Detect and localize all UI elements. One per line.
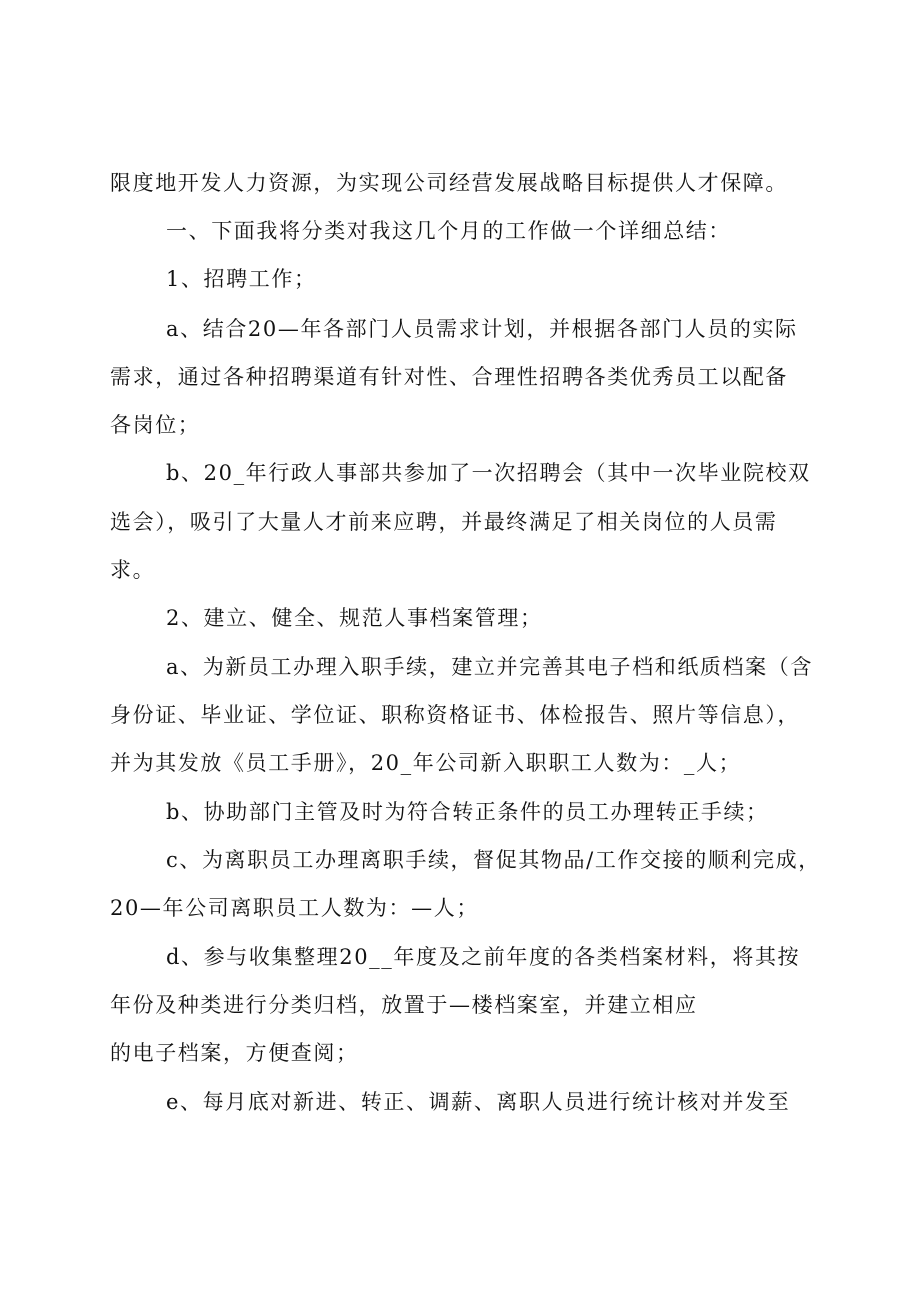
text-line: b、20_年行政人事部共参加了一次招聘会（其中一次毕业院校双	[166, 461, 811, 485]
text-line: 求。	[110, 558, 156, 582]
text-line: a、为新员工办理入职手续，建立并完善其电子档和纸质档案（含	[166, 655, 813, 679]
text-line: 年份及种类进行分类归档，放置于—楼档案室，并建立相应	[110, 993, 698, 1017]
text-line: 选会），吸引了大量人才前来应聘，并最终满足了相关岗位的人员需	[110, 510, 778, 534]
text-line: c、为离职员工办理离职手续，督促其物品/工作交接的顺利完成，	[166, 848, 821, 872]
text-line: b、协助部门主管及时为符合转正条件的员工办理转正手续；	[166, 800, 769, 824]
text-line: 并为其发放《员工手册》，20_年公司新入职职工人数为：_人；	[110, 751, 742, 775]
text-line: 各岗位；	[110, 413, 201, 437]
subsection-heading: 1、招聘工作；	[166, 267, 317, 291]
text-line: 需求，通过各种招聘渠道有针对性、合理性招聘各类优秀员工以配备	[110, 365, 788, 389]
section-heading: 一、下面我将分类对我这几个月的工作做一个详细总结：	[166, 219, 731, 243]
text-line: 限度地开发人力资源，为实现公司经营发展战略目标提供人才保障。	[110, 171, 788, 195]
text-line: d、参与收集整理20__年度及之前年度的各类档案材料，将其按	[166, 945, 801, 969]
subsection-heading: 2、建立、健全、规范人事档案管理；	[166, 606, 543, 630]
text-line: a、结合20—年各部门人员需求计划，并根据各部门人员的实际	[166, 317, 798, 341]
text-line: e、每月底对新进、转正、调薪、离职人员进行统计核对并发至	[166, 1090, 791, 1114]
text-line: 20—年公司离职员工人数为：—人；	[110, 896, 479, 920]
text-line: 的电子档案，方便查阅；	[110, 1041, 359, 1065]
text-line: 身份证、毕业证、学位证、职称资格证书、体检报告、照片等信息），	[110, 703, 801, 727]
